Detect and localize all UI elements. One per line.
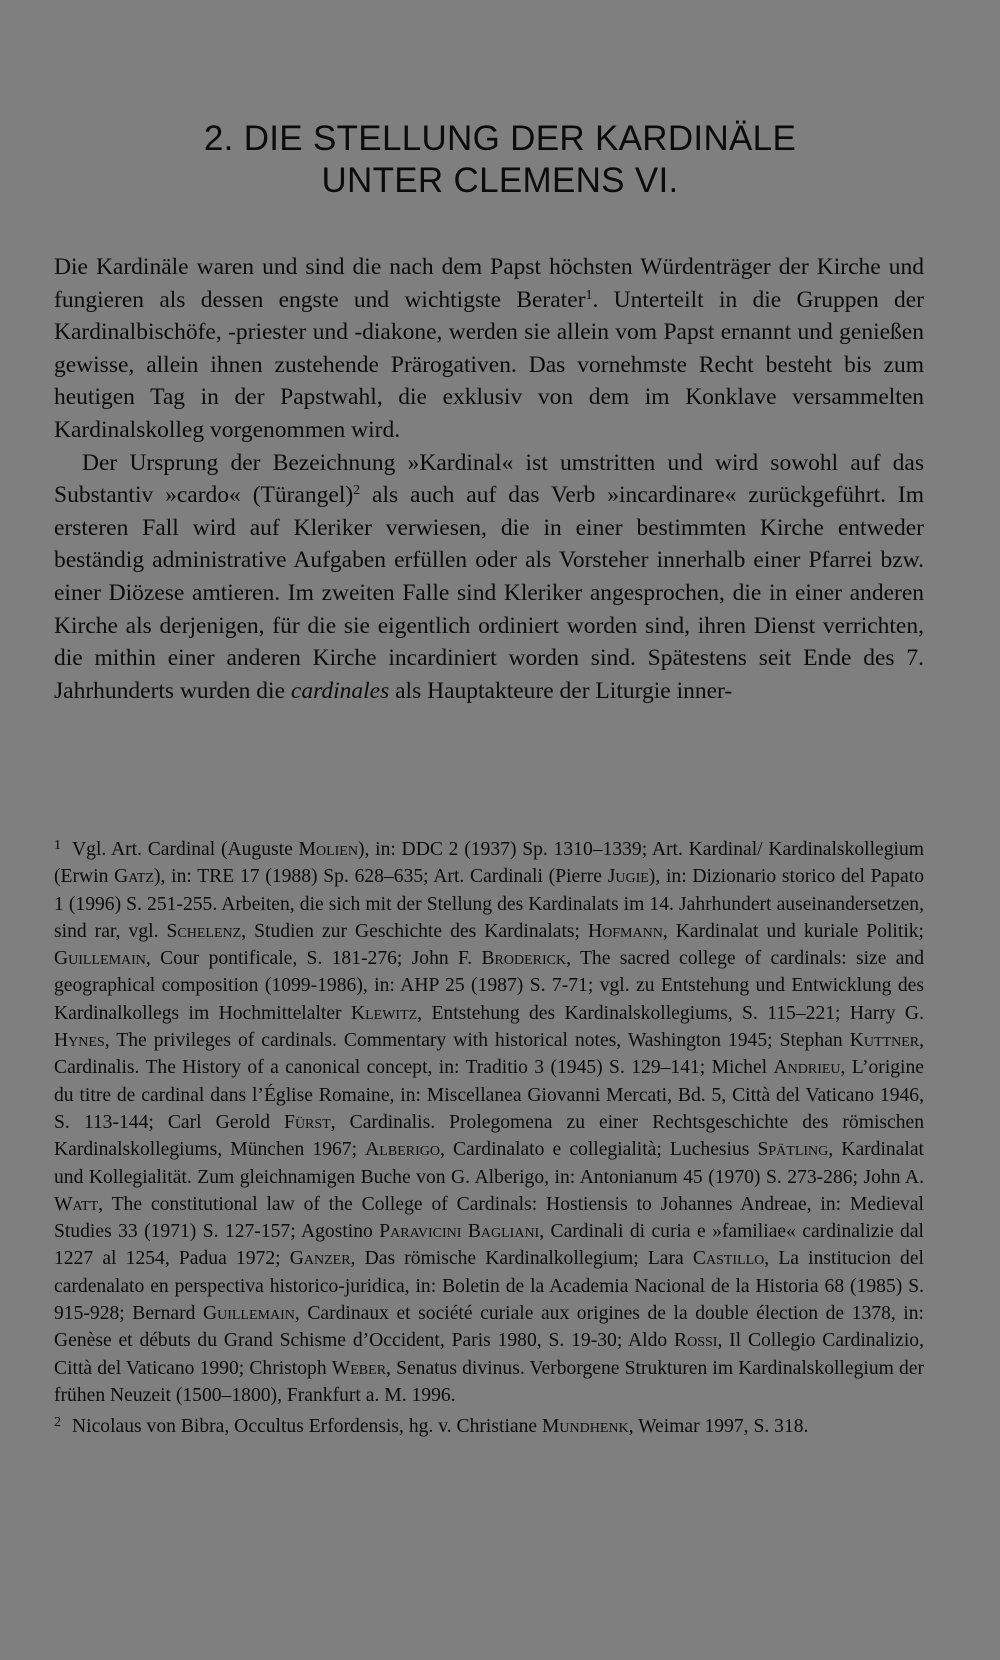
fn1-text: , Cardinalis. The History of a canonical concept, in: Traditio 3 (1945) S. 129–141; Michel [54, 1030, 924, 1079]
chapter-title [0, 118, 1000, 202]
fn1-author: Weber [331, 1357, 387, 1379]
fn2-author: Mundhenk [541, 1416, 629, 1438]
fn1-text: , Das römische Kardinalkollegium; Lara [350, 1248, 693, 1270]
fn1-author: Schelenz [166, 920, 242, 942]
fn1-text: , Kardinalat und Kollegialität. Zum gleichnamigen Buche von G. Alberigo, in: Antonianum 45 (1970) S. 273-286; John A. [54, 1139, 924, 1188]
chapter-title-line-2: UNTER CLEMENS VI. [321, 161, 679, 200]
fn1-author: Molien [298, 839, 358, 860]
fn1-author: Gatz [114, 866, 154, 888]
fn1-text: , Studien zur Geschichte des Kardinalats; [241, 920, 589, 942]
paragraph-2-text-a: Der Ursprung der Bezeichnung »Kardinal« ist umstritten und wird sowohl auf das Substantiv »cardo« (Türangel) [54, 449, 924, 509]
italic-term-cardinales: cardinales [290, 677, 390, 704]
fn1-text: , The privileges of cardinals. Commentary with historical notes, Washington 1945; Stephan [104, 1030, 850, 1052]
fn1-text: , L’origine du titre de cardinal dans l’Église Romaine, in: Miscellanea Giovanni Mercati, Bd. 5, Città del Vaticano 1946, S. 113-144; Carl Gerold [54, 1057, 924, 1133]
fn1-text: , Entstehung des Kardinalskollegiums, S. 115–221; Harry G. [417, 1002, 924, 1024]
fn1-author: Watt [54, 1193, 99, 1215]
fn1-author: Hofmann [588, 920, 663, 942]
fn1-text: ), in: DDC 2 (1937) Sp. 1310–1339; Art. Kardinal/ Kardinalskollegium (Erwin [54, 839, 924, 888]
fn1-text: , La institucion del cardenalato en perspectiva historico-juridica, in: Boletin de la Academia Nacional de la Historia 68 (1985) S. 915-928; Bernard [54, 1248, 924, 1325]
fn1-text: , Cardinali di curia e »familiae« cardinalizie dal 1227 al 1254, Padua 1972; [54, 1221, 924, 1270]
fn1-author: Jugie [607, 866, 649, 888]
fn1-text: , Senatus divinus. Verborgene Strukturen im Kardinalskollegium der frühen Neuzeit (1500–1800), Frankfurt a. M. 1996. [54, 1357, 924, 1406]
fn1-text: ), in: Dizionario storico del Papato 1 (1996) S. 251-255. Arbeiten, die sich mit der Stellung des Kardinalats im 14. Jahrhundert auseinandersetzen, sind rar, vgl. [54, 866, 924, 942]
fn1-text: ), in: TRE 17 (1988) Sp. 628–635; Art. Cardinali (Pierre [153, 866, 608, 888]
fn1-author: Guillemain [54, 948, 146, 970]
fn1-text: , Cardinalis. Prolegomena zu einer Rechtsgeschichte des römischen Kardinalskollegiums, München 1967; [54, 1111, 924, 1161]
fn1-text: , Cour pontificale, S. 181-276; John F. [145, 948, 482, 970]
fn1-text: Vgl. Art. Cardinal (Auguste [72, 839, 299, 860]
chapter-title-line-1: 2. DIE STELLUNG DER KARDINÄLE [203, 119, 797, 158]
fn1-author: Hynes [54, 1030, 105, 1052]
paragraph-2 [54, 447, 924, 708]
fn1-author: Castillo [692, 1248, 765, 1270]
fn1-author: Ganzer [289, 1248, 351, 1270]
paragraph-1 [54, 251, 924, 447]
fn1-author: Paravicini Bagliani [379, 1221, 540, 1243]
fn1-text: , The constitutional law of the College of Cardinals: Hostiensis to Johannes Andreae, in: Medieval Studies 33 (1971) S. 127-157; Agostino [54, 1193, 924, 1243]
fn1-author: Fürst [284, 1111, 331, 1133]
footnotes [54, 832, 924, 1441]
fn1-author: Spätling [757, 1139, 829, 1161]
fn1-text: , The sacred college of cardinals: size and geographical composition (1099-1986), in: AHP 25 (1987) S. 7-71; vgl. zu Entstehung und Entwicklung des Kardinalkollegs im Hochmittelalter [54, 948, 924, 1024]
footnote-ref-1: 1 [585, 287, 593, 303]
fn1-author: Alberigo [365, 1139, 440, 1161]
paragraph-1-text-a: Die Kardinäle waren und sind die nach dem Papst höchsten Würdenträger der Kirche und fungieren als dessen engste und wichtigste Berater [54, 254, 924, 313]
fn1-author: Broderick [481, 948, 567, 970]
paragraph-2-text-b: als auch auf das Verb »incardinare« zurückgeführt. Im ersteren Fall wird auf Kleriker verwiesen, die in einer bestimmten Kirche entweder beständig administrative Aufgaben erfüllen oder als Vorsteher innerhalb einer Pfarrei bzw. einer Diözese amtieren. Im zweiten Falle sind Kleriker angesprochen, die in einer anderen Kirche als derjenigen, für die sie eigentlich ordiniert worden sind, ihren Dienst verrichten, die mithin einer anderen Kirche incardiniert worden sind. Spätestens seit Ende des 7. Jahrhunderts wurden die [54, 482, 924, 704]
main-text [54, 251, 924, 707]
footnote-ref-2: 2 [353, 483, 361, 499]
footnote-1 [54, 832, 924, 1409]
fn1-text: , Il Collegio Cardinalizio, Città del Vaticano 1990; Christoph [54, 1330, 924, 1379]
fn1-text: , Kardinalat und kuriale Politik; [662, 920, 925, 942]
fn1-author: Andrieu [773, 1057, 841, 1079]
footnote-1-marker: 1 [54, 838, 61, 853]
fn1-text: , Cardinalato e collegialità; Luchesius [439, 1139, 758, 1161]
fn2-text: Nicolaus von Bibra, Occultus Erfordensis, hg. v. Christiane [72, 1416, 542, 1438]
paragraph-2-text-c: als Hauptakteure der Liturgie inner- [389, 677, 733, 704]
fn1-author: Klewitz [350, 1002, 418, 1024]
fn1-author: Rossi [674, 1330, 718, 1352]
fn1-author: Kuttner [849, 1030, 920, 1052]
fn1-text: , Cardinaux et société curiale aux origines de la double élection de 1378, in: Genèse et débuts du Grand Schisme d’Occident, Paris 1980, S. 19-30; Aldo [54, 1303, 924, 1352]
fn2-text: , Weimar 1997, S. 318. [628, 1416, 809, 1438]
footnote-2 [54, 1409, 924, 1440]
footnote-2-marker: 2 [54, 1415, 61, 1431]
paragraph-1-text-b: . Unterteilt in die Gruppen der Kardinalbischöfe, -priester und -diakone, werden sie allein vom Papst ernannt und genießen gewisse, allein ihnen zustehende Prärogativen. Das vornehmste Recht besteht bis zum heutigen Tag in der Papstwahl, die exklusiv von dem im Konklave versammelten Kardinalskolleg vorgenommen wird. [54, 286, 924, 443]
fn1-author: Guillemain [202, 1303, 295, 1325]
